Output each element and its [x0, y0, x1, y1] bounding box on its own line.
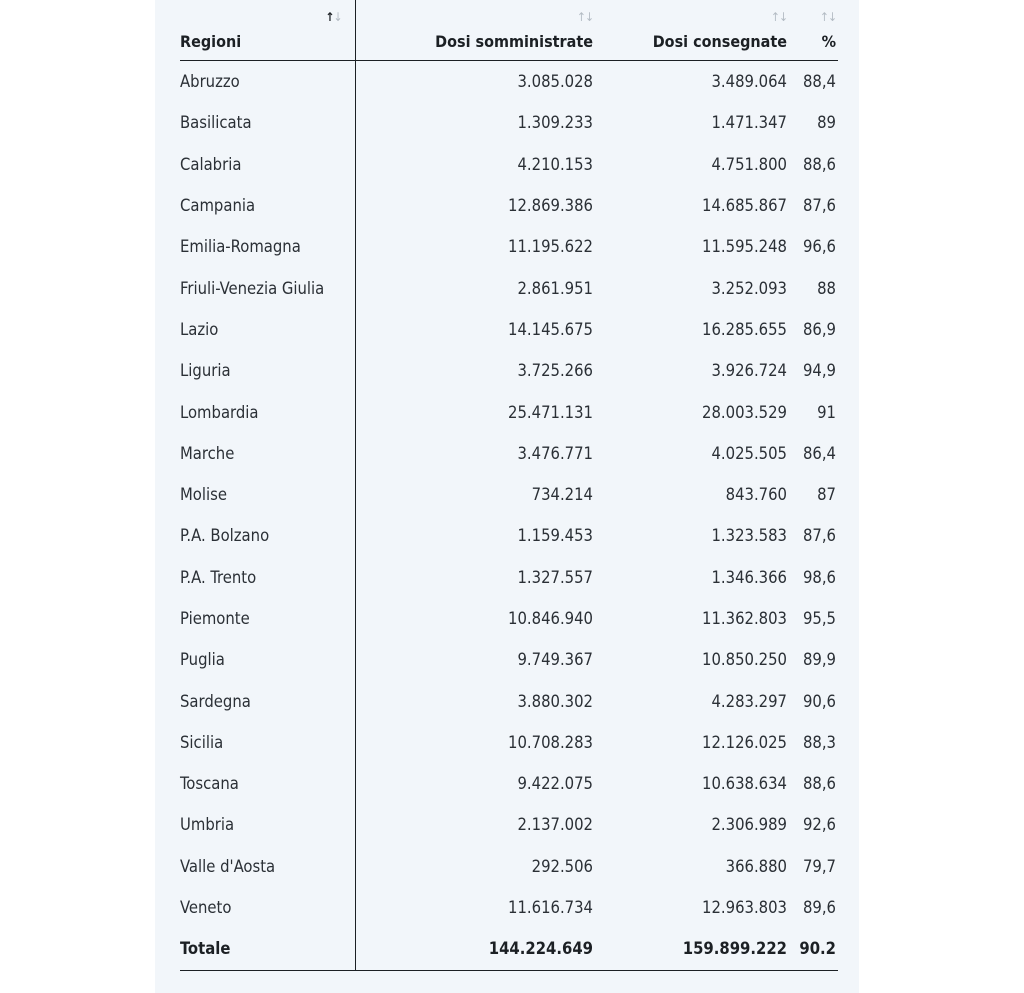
table-row — [180, 61, 838, 103]
cell-percent: 87,6 — [802, 526, 836, 546]
cell-region: Emilia-Romagna — [180, 226, 355, 267]
table-row — [180, 391, 838, 432]
total-cell-dosi-consegnate: 159.899.222 — [595, 928, 789, 970]
table-panel — [155, 0, 859, 993]
table-row — [180, 846, 838, 887]
table-row — [180, 722, 838, 763]
cell-percent: 98,6 — [802, 567, 836, 587]
cell-dosi-consegnate: 10.638.634 — [702, 774, 787, 794]
table-row — [180, 763, 838, 804]
cell-region: Marche — [180, 433, 355, 474]
cell-region: Abruzzo — [180, 61, 355, 103]
total-cell-dosi-somministrate: 144.224.649 — [355, 928, 595, 970]
cell-region: Puglia — [180, 639, 355, 680]
vaccine-doses-table — [180, 0, 838, 971]
cell-dosi-somministrate: 734.214 — [531, 485, 593, 505]
cell-percent: 94,9 — [802, 361, 836, 381]
cell-region: Veneto — [180, 887, 355, 928]
cell-dosi-consegnate: 4.025.505 — [711, 443, 787, 463]
table-row — [180, 515, 838, 556]
cell-region: Lombardia — [180, 391, 355, 432]
cell-dosi-somministrate: 11.616.734 — [508, 898, 593, 918]
cell-dosi-consegnate: 1.346.366 — [711, 567, 787, 587]
cell-dosi-somministrate: 2.861.951 — [517, 278, 593, 298]
cell-percent: 92,6 — [802, 815, 836, 835]
cell-percent: 88,6 — [802, 154, 836, 174]
cell-percent: 88 — [817, 278, 836, 298]
sort-icon[interactable] — [820, 10, 836, 24]
table-row — [180, 804, 838, 845]
cell-percent: 90,6 — [802, 691, 836, 711]
sort-asc-icon[interactable]: ↑ — [576, 10, 585, 24]
cell-dosi-consegnate: 14.685.867 — [702, 196, 787, 216]
table-row — [180, 267, 838, 308]
table-row — [180, 309, 838, 350]
cell-dosi-consegnate: 4.283.297 — [711, 691, 787, 711]
sort-asc-icon[interactable]: ↑ — [770, 10, 779, 24]
cell-dosi-somministrate: 25.471.131 — [508, 402, 593, 422]
sort-icon[interactable] — [325, 10, 341, 24]
cell-dosi-consegnate: 28.003.529 — [702, 402, 787, 422]
cell-percent: 86,4 — [802, 443, 836, 463]
sort-icon[interactable] — [771, 10, 787, 24]
table-total-row — [180, 928, 838, 970]
table-row — [180, 557, 838, 598]
sort-desc-icon[interactable]: ↓ — [778, 10, 787, 24]
table-row — [180, 474, 838, 515]
column-header-regioni[interactable]: ↑↓ Regioni — [180, 0, 355, 61]
sort-asc-icon[interactable]: ↑ — [325, 10, 334, 24]
cell-percent: 89,6 — [802, 898, 836, 918]
cell-dosi-somministrate: 292.506 — [531, 856, 593, 876]
table-row — [180, 144, 838, 185]
cell-region: Sardegna — [180, 680, 355, 721]
table-row — [180, 102, 838, 143]
cell-percent: 91 — [817, 402, 836, 422]
sort-asc-icon[interactable]: ↑ — [819, 10, 828, 24]
cell-region: Piemonte — [180, 598, 355, 639]
cell-percent: 95,5 — [802, 609, 836, 628]
cell-region: Valle d'Aosta — [180, 846, 355, 887]
sort-desc-icon[interactable]: ↓ — [584, 10, 593, 24]
cell-percent: 89,9 — [802, 650, 836, 670]
total-cell-region: Totale — [180, 928, 355, 970]
cell-dosi-consegnate: 11.362.803 — [702, 609, 787, 628]
cell-region: Toscana — [180, 763, 355, 804]
cell-dosi-somministrate: 14.145.675 — [508, 319, 593, 339]
table-row — [180, 226, 838, 267]
cell-region: Friuli-Venezia Giulia — [180, 267, 355, 308]
cell-percent: 96,6 — [802, 237, 836, 257]
table-row — [180, 887, 838, 928]
cell-dosi-consegnate: 12.963.803 — [702, 898, 787, 918]
cell-region: Umbria — [180, 804, 355, 845]
cell-percent: 89 — [817, 113, 836, 133]
cell-dosi-somministrate: 12.869.386 — [508, 196, 593, 216]
cell-region: Liguria — [180, 350, 355, 391]
cell-dosi-somministrate: 10.846.940 — [508, 609, 593, 628]
sort-desc-icon[interactable]: ↓ — [333, 10, 342, 24]
cell-percent: 88,3 — [802, 732, 836, 752]
cell-percent: 79,7 — [802, 856, 836, 876]
cell-dosi-consegnate: 4.751.800 — [711, 154, 787, 174]
cell-region: Lazio — [180, 309, 355, 350]
cell-region: P.A. Bolzano — [180, 515, 355, 556]
cell-dosi-consegnate: 3.252.093 — [711, 278, 787, 298]
cell-region: P.A. Trento — [180, 557, 355, 598]
cell-dosi-consegnate: 3.926.724 — [711, 361, 787, 381]
table-row — [180, 598, 838, 639]
cell-dosi-somministrate: 10.708.283 — [508, 732, 593, 752]
table-row — [180, 680, 838, 721]
cell-percent: 86,9 — [802, 319, 836, 339]
table-row — [180, 639, 838, 680]
cell-dosi-somministrate: 11.195.622 — [508, 237, 593, 257]
cell-dosi-consegnate: 16.285.655 — [702, 319, 787, 339]
cell-dosi-somministrate: 3.725.266 — [517, 361, 593, 381]
cell-region: Campania — [180, 185, 355, 226]
table-row — [180, 185, 838, 226]
table-header-row — [180, 0, 838, 61]
sort-desc-icon[interactable]: ↓ — [827, 10, 836, 24]
cell-dosi-somministrate: 1.327.557 — [517, 567, 593, 587]
sort-icon[interactable] — [577, 10, 593, 24]
cell-region: Molise — [180, 474, 355, 515]
cell-region: Sicilia — [180, 722, 355, 763]
column-header-percent[interactable]: ↑↓ % — [789, 0, 838, 61]
cell-dosi-consegnate: 10.850.250 — [702, 650, 787, 670]
cell-dosi-somministrate: 9.422.075 — [517, 774, 593, 794]
cell-dosi-somministrate: 3.085.028 — [517, 72, 593, 92]
cell-dosi-consegnate: 2.306.989 — [711, 815, 787, 835]
cell-dosi-somministrate: 4.210.153 — [517, 154, 593, 174]
cell-region: Basilicata — [180, 102, 355, 143]
cell-dosi-somministrate: 2.137.002 — [517, 815, 593, 835]
cell-dosi-somministrate: 1.159.453 — [517, 526, 593, 546]
cell-percent: 87 — [817, 485, 836, 505]
table-row — [180, 433, 838, 474]
cell-dosi-somministrate: 1.309.233 — [517, 113, 593, 133]
total-cell-percent: 90.2 — [789, 928, 838, 970]
cell-dosi-somministrate: 9.749.367 — [517, 650, 593, 670]
cell-dosi-somministrate: 3.880.302 — [517, 691, 593, 711]
cell-dosi-consegnate: 1.323.583 — [711, 526, 787, 546]
cell-dosi-consegnate: 1.471.347 — [711, 113, 787, 133]
cell-percent: 88,4 — [802, 72, 836, 92]
cell-percent: 87,6 — [802, 196, 836, 216]
cell-dosi-consegnate: 843.760 — [725, 485, 787, 505]
column-header-dosi-consegnate[interactable]: ↑↓ Dosi consegnate — [595, 0, 789, 61]
cell-dosi-consegnate: 11.595.248 — [702, 237, 787, 257]
cell-dosi-consegnate: 366.880 — [725, 856, 787, 876]
table-row — [180, 350, 838, 391]
cell-dosi-somministrate: 3.476.771 — [517, 443, 593, 463]
cell-dosi-consegnate: 3.489.064 — [711, 72, 787, 92]
column-header-dosi-somministrate[interactable]: ↑↓ Dosi somministrate — [355, 0, 595, 61]
cell-percent: 88,6 — [802, 774, 836, 794]
cell-dosi-consegnate: 12.126.025 — [702, 732, 787, 752]
cell-region: Calabria — [180, 144, 355, 185]
